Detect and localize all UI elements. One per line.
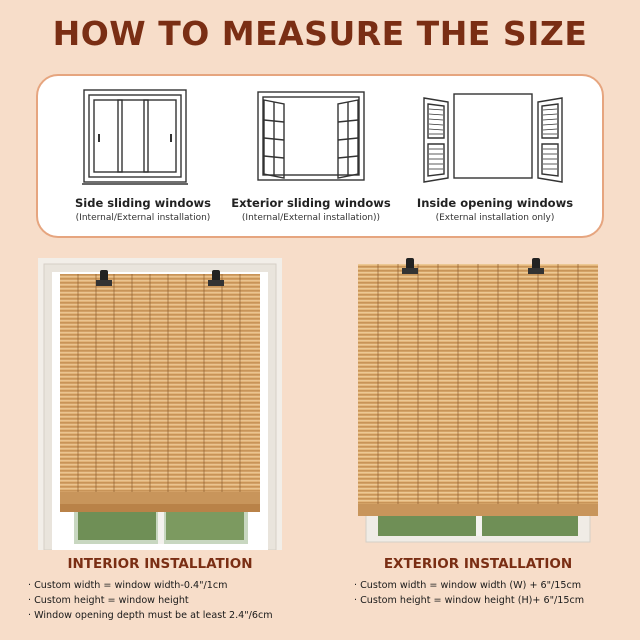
- window-types-panel: [36, 74, 604, 238]
- window-type-note: (External installation only): [435, 213, 555, 223]
- casement-window-icon: [256, 88, 366, 188]
- window-type-side-sliding: [48, 196, 238, 223]
- window-type-inside-opening: [400, 196, 590, 223]
- exterior-rule-height: · Custom height = window height (H)+ 6"/15cm: [354, 593, 584, 608]
- exterior-installation-heading: EXTERIOR INSTALLATION: [383, 556, 573, 572]
- interior-installation-heading: INTERIOR INSTALLATION: [67, 556, 253, 572]
- window-type-name: Side sliding windows: [75, 196, 211, 210]
- interior-rule-depth: · Window opening depth must be at least 2.4"/6cm: [28, 608, 273, 623]
- page-title: HOW TO MEASURE THE SIZE: [52, 14, 588, 53]
- interior-installation-image: [38, 258, 282, 550]
- window-type-exterior-sliding: [216, 196, 406, 223]
- exterior-rules-list: [354, 578, 584, 608]
- shutter-window-icon: [418, 88, 568, 188]
- interior-rule-width: · Custom width = window width-0.4"/1cm: [28, 578, 273, 593]
- exterior-rule-width: · Custom width = window width (W) + 6"/15cm: [354, 578, 584, 593]
- interior-rule-height: · Custom height = window height: [28, 593, 273, 608]
- window-type-note: (Internal/External installation)): [241, 213, 381, 223]
- sliding-window-icon: [82, 88, 188, 188]
- window-type-name: Inside opening windows: [416, 196, 574, 210]
- interior-rules-list: [28, 578, 273, 623]
- window-type-note: (Internal/External installation): [75, 213, 211, 223]
- exterior-installation-image: [354, 258, 602, 550]
- window-type-name: Exterior sliding windows: [231, 196, 391, 210]
